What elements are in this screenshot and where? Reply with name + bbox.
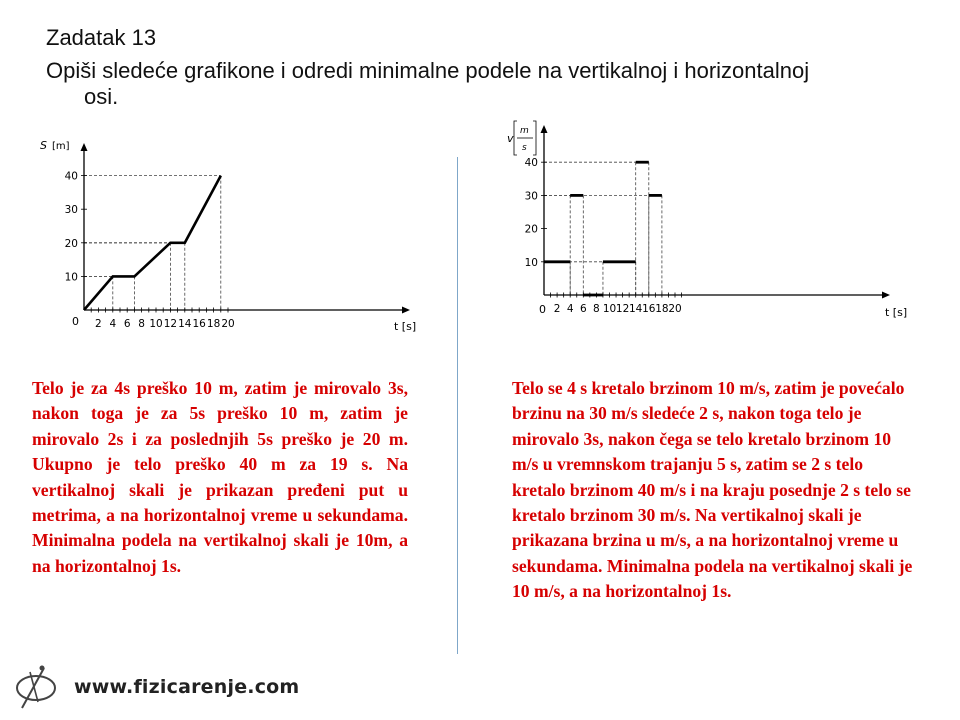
origin-label: 0: [72, 315, 79, 328]
site-logo[interactable]: [12, 662, 300, 712]
y-axis-unit: [m]: [52, 141, 70, 152]
y-tick-label: 20: [524, 223, 538, 236]
y-axis-var: v: [507, 132, 514, 145]
y-tick-label: 40: [524, 157, 538, 170]
y-axis-arrow: [541, 125, 548, 133]
x-tick-label: 10: [602, 303, 617, 315]
x-axis-arrow: [882, 292, 890, 299]
x-tick-label: 6: [123, 318, 131, 330]
y-tick-label: 30: [524, 190, 538, 203]
logo-emblem-icon: [12, 662, 64, 712]
x-tick-label: 18: [206, 318, 221, 330]
y-tick-label: 10: [64, 271, 78, 284]
x-tick-label: 14: [629, 303, 643, 315]
x-tick-label: 20: [668, 303, 682, 315]
right-description: Telo se 4 s kretalo brzinom 10 m/s, zatim je povećalo brzinu na 30 m/s sledeće 2 s, nakon toga telo je mirovalo 3s, nakon čega se telo kretalo brzinom 10 m/s u vremnskom trajanju 5 s, zatim se 2 s telo kretalo brzinom 40 m/s i na kraju posednje 2 s telo se kretalo brzinom 30 m/s. Na vertikalnoj skali je prikazana brzina u m/s, a na horizontalnoj vreme u sekundama. Minimalna podela na vertikalnoj skali je 10 m/s, a na horizontalnoj 1s.: [512, 378, 913, 602]
x-tick-label: 14: [178, 318, 192, 330]
slide-title: Zadatak 13: [46, 25, 157, 50]
x-tick-label: 2: [553, 303, 561, 315]
y-axis-var: S: [40, 139, 47, 152]
velocity-time-chart: [500, 115, 920, 330]
x-tick-label: 8: [138, 318, 145, 330]
y-tick-label: 10: [524, 256, 538, 269]
x-axis-arrow: [402, 307, 410, 314]
y-tick-label: 40: [64, 170, 78, 183]
logo-url-text: www.fizicarenje.com: [74, 676, 300, 698]
x-tick-label: 2: [95, 318, 102, 330]
y-unit-numerator: m: [520, 126, 529, 136]
column-divider: [457, 157, 458, 654]
x-tick-label: 18: [655, 303, 669, 315]
x-tick-label: 16: [642, 303, 656, 315]
x-axis-label: t [s]: [394, 320, 417, 333]
x-tick-label: 20: [221, 318, 235, 330]
x-tick-label: 16: [192, 318, 206, 330]
origin-label: 0: [539, 303, 546, 316]
x-tick-label: 10: [149, 318, 163, 330]
distance-time-chart: [20, 125, 430, 350]
x-axis-label: t [s]: [885, 306, 908, 319]
task-question: Opiši sledeće grafikone i odredi minimalne podele na vertikalnoj i horizontalnoj osi.: [46, 58, 810, 109]
x-tick-label: 4: [109, 318, 117, 330]
left-description: Telo je za 4s preško 10 m, zatim je mirovalo 3s, nakon toga je za 5s preško 10 m, zatim je mirovalo 2s i za poslednjih 5s preško je 20 m. Ukupno je telo preško 40 m za 19 s. Na vertikalnoj skali je prikazan pređeni put u metrima, a na horizontalnoj vreme u sekundama. Minimalna podela na vertikalnoj skali je 10m, a na horizontalnoj 1s.: [32, 378, 408, 576]
y-tick-label: 20: [64, 237, 78, 250]
x-tick-label: 12: [163, 318, 178, 330]
x-tick-label: 4: [566, 303, 574, 315]
y-unit-denominator: s: [522, 143, 527, 153]
x-tick-label: 6: [579, 303, 587, 315]
y-axis-arrow: [81, 143, 88, 151]
x-tick-label: 8: [593, 303, 600, 315]
x-tick-label: 12: [615, 303, 630, 315]
y-tick-label: 30: [64, 204, 78, 217]
